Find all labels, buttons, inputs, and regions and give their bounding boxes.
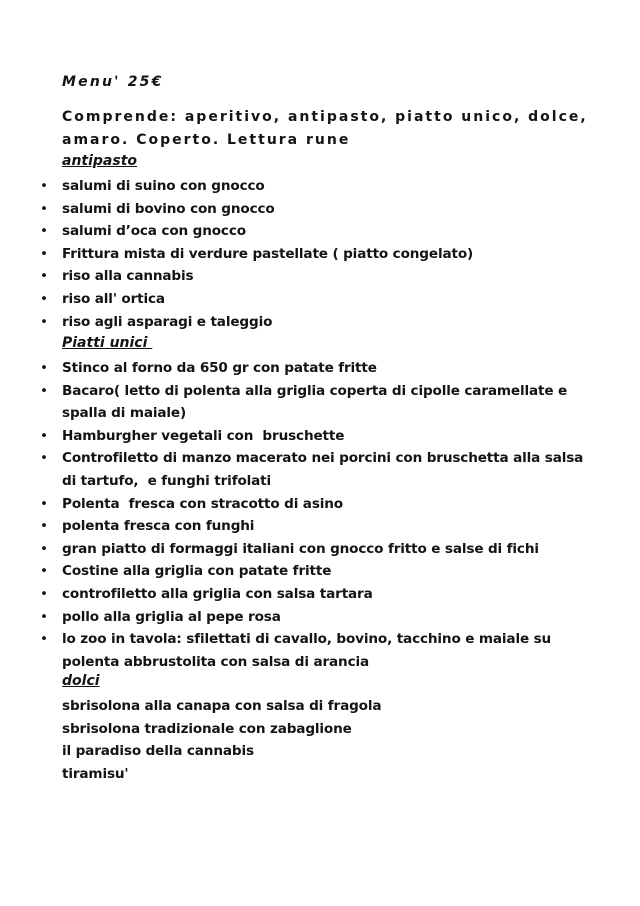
bullet-icon: • bbox=[40, 245, 48, 262]
list-item: il paradiso della cannabis bbox=[62, 743, 254, 760]
list-item: sbrisolona tradizionale con zabaglione bbox=[62, 720, 352, 737]
list-item: • riso agli asparagi e taleggio bbox=[40, 311, 600, 334]
list-item: • pollo alla griglia al pepe rosa bbox=[40, 606, 600, 629]
bullet-icon: • bbox=[40, 200, 48, 217]
bullet-icon: • bbox=[40, 495, 48, 512]
bullet-icon: • bbox=[40, 540, 48, 557]
antipasto-list bbox=[40, 175, 600, 333]
bullet-icon: • bbox=[40, 268, 48, 285]
bullet-icon: • bbox=[40, 563, 48, 580]
list-item: tiramisu' bbox=[62, 765, 129, 782]
list-item: • riso alla cannabis bbox=[40, 265, 600, 288]
bullet-icon: • bbox=[40, 382, 48, 399]
list-item: • controfiletto alla griglia con salsa tartara bbox=[40, 583, 600, 606]
dolci-list bbox=[62, 695, 602, 785]
list-item: sbrisolona alla canapa con salsa di fragola bbox=[62, 698, 382, 714]
list-item: • lo zoo in tavola: sfilettati di cavallo, bovino, tacchino e maiale su polenta abbrustolita con salsa di arancia bbox=[40, 628, 600, 673]
section-heading-piatti-unici: Piatti unici bbox=[62, 335, 153, 351]
list-item: • salumi di bovino con gnocco bbox=[40, 198, 600, 221]
bullet-icon: • bbox=[40, 290, 48, 307]
bullet-icon: • bbox=[40, 585, 48, 602]
bullet-icon: • bbox=[40, 518, 48, 535]
bullet-icon: • bbox=[40, 608, 48, 625]
piatti-unici-list bbox=[40, 357, 600, 673]
bullet-icon: • bbox=[40, 631, 48, 648]
bullet-icon: • bbox=[40, 360, 48, 376]
list-item: • salumi d’oca con gnocco bbox=[40, 220, 600, 243]
list-item: • gran piatto di formaggi italiani con gnocco fritto e salse di fichi bbox=[40, 538, 600, 561]
menu-intro: Comprende: aperitivo, antipasto, piatto unico, dolce, amaro. Coperto. Lettura rune bbox=[62, 109, 588, 148]
bullet-icon: • bbox=[40, 450, 48, 467]
list-item: • Hamburgher vegetali con bruschette bbox=[40, 425, 600, 448]
list-item: • salumi di suino con gnocco bbox=[40, 175, 600, 198]
bullet-icon: • bbox=[40, 427, 48, 444]
bullet-icon: • bbox=[40, 313, 48, 330]
list-item: • Frittura mista di verdure pastellate ( piatto congelato) bbox=[40, 243, 600, 266]
list-item: • riso all' ortica bbox=[40, 288, 600, 311]
bullet-icon: • bbox=[40, 223, 48, 240]
section-heading-dolci: dolci bbox=[62, 673, 100, 689]
bullet-icon: • bbox=[40, 178, 48, 194]
list-item: • Controfiletto di manzo macerato nei porcini con bruschetta alla salsa di tartufo, e funghi trifolati bbox=[40, 447, 600, 492]
list-item: • Stinco al forno da 650 gr con patate fritte bbox=[40, 357, 600, 380]
list-item: • Costine alla griglia con patate fritte bbox=[40, 560, 600, 583]
menu-title: Menu' 25€ bbox=[62, 74, 164, 90]
section-heading-antipasto: antipasto bbox=[62, 153, 138, 169]
list-item: • polenta fresca con funghi bbox=[40, 515, 600, 538]
list-item: • Bacaro( letto di polenta alla griglia coperta di cipolle caramellate e spalla di maiale) bbox=[40, 380, 600, 425]
list-item: • Polenta fresca con stracotto di asino bbox=[40, 493, 600, 516]
